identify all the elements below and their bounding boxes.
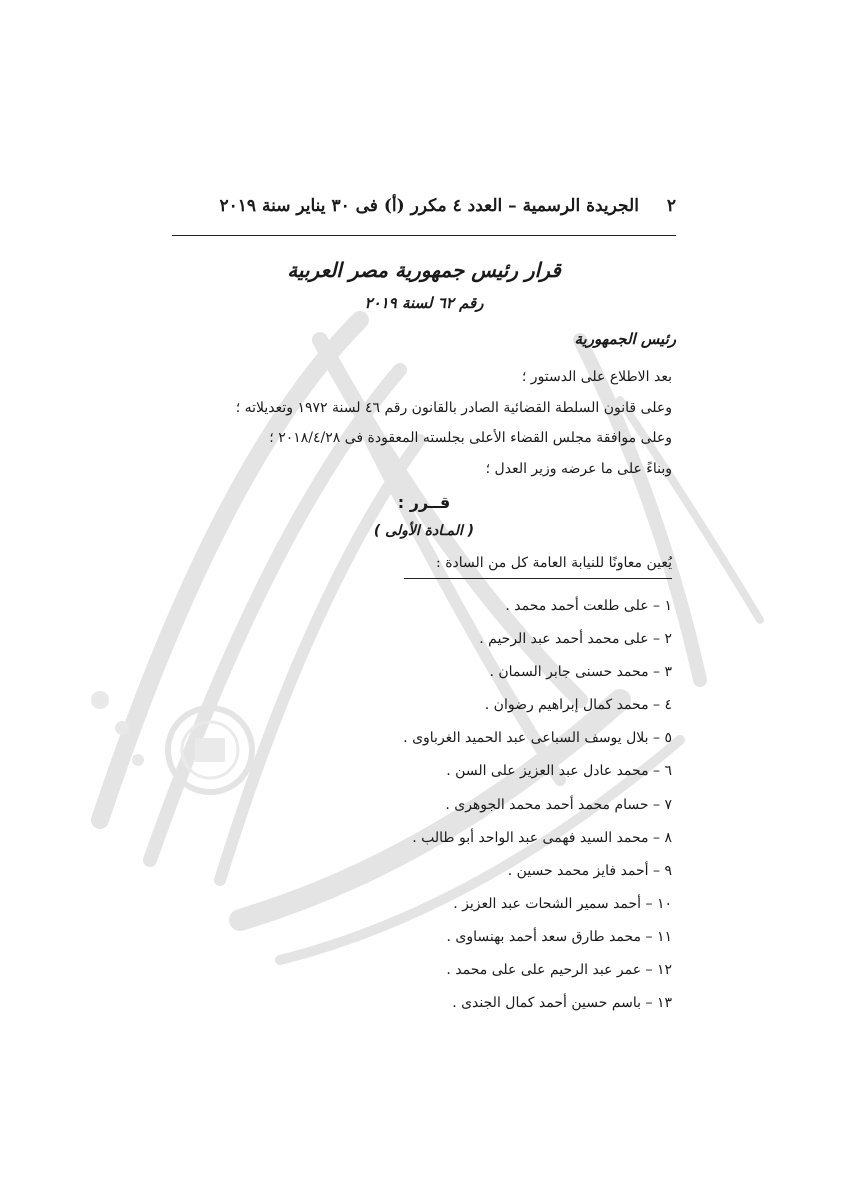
header-title: الجريدة الرسمية – العدد ٤ مكرر (أ) فى ٣٠ يناير سنة ٢٠١٩ [219,196,639,216]
list-item: ٤ – محمد كمال إبراهيم رضوان . [484,697,672,714]
list-item: ١١ – محمد طارق سعد أحمد بهنساوى . [446,928,672,945]
list-item: ١٢ – عمر عبد الرحيم على على محمد . [446,962,672,979]
decision-heading: قــرر : [397,493,451,512]
list-item: ٩ – أحمد فايز محمد حسين . [507,862,672,879]
decree-title: قرار رئيس جمهورية مصر العربية [287,258,561,282]
list-item: ٥ – بلال يوسف السباعى عبد الحميد الغرباوى . [403,730,672,747]
list-item: ٢ – على محمد أحمد عبد الرحيم . [479,631,672,648]
list-item: ١٠ – أحمد سمير الشحات عبد العزيز . [453,895,672,912]
header-divider [172,235,676,236]
appointment-line: يُعين معاونًا للنيابة العامة كل من السادة : [436,555,672,571]
list-item: ١ – على طلعت أحمد محمد . [505,598,672,614]
preamble-line: بعد الاطلاع على الدستور ؛ [521,369,672,385]
article-heading: ( المـادة الأولى ) [373,523,475,539]
preamble [152,362,672,484]
appointee-list [152,590,672,1020]
list-item: ١٣ – باسم حسين أحمد كمال الجندى . [452,995,672,1012]
list-item: ٣ – محمد حسنى جابر السمان . [489,664,672,681]
list-item: ٨ – محمد السيد فهمى عبد الواحد أبو طالب . [412,829,672,846]
preamble-line: وعلى موافقة مجلس القضاء الأعلى بجلسته المعقودة فى ٢٠١٨/٤/٢٨ ؛ [269,430,672,446]
decree-issuer: رئيس الجمهورية [574,330,676,348]
page-number: ٢ [666,196,676,216]
appointment-underline [404,578,672,579]
list-item: ٧ – حسام محمد أحمد محمد الجوهرى . [445,796,672,813]
preamble-line: وعلى قانون السلطة القضائية الصادر بالقانون رقم ٤٦ لسنة ١٩٧٢ وتعديلاته ؛ [235,399,672,416]
decree-number: رقم ٦٢ لسنة ٢٠١٩ [364,294,484,312]
gazette-header [172,196,676,216]
list-item: ٦ – محمد عادل عبد العزيز على السن . [446,763,672,780]
preamble-line: وبناءً على ما عرضه وزير العدل ؛ [485,460,672,477]
